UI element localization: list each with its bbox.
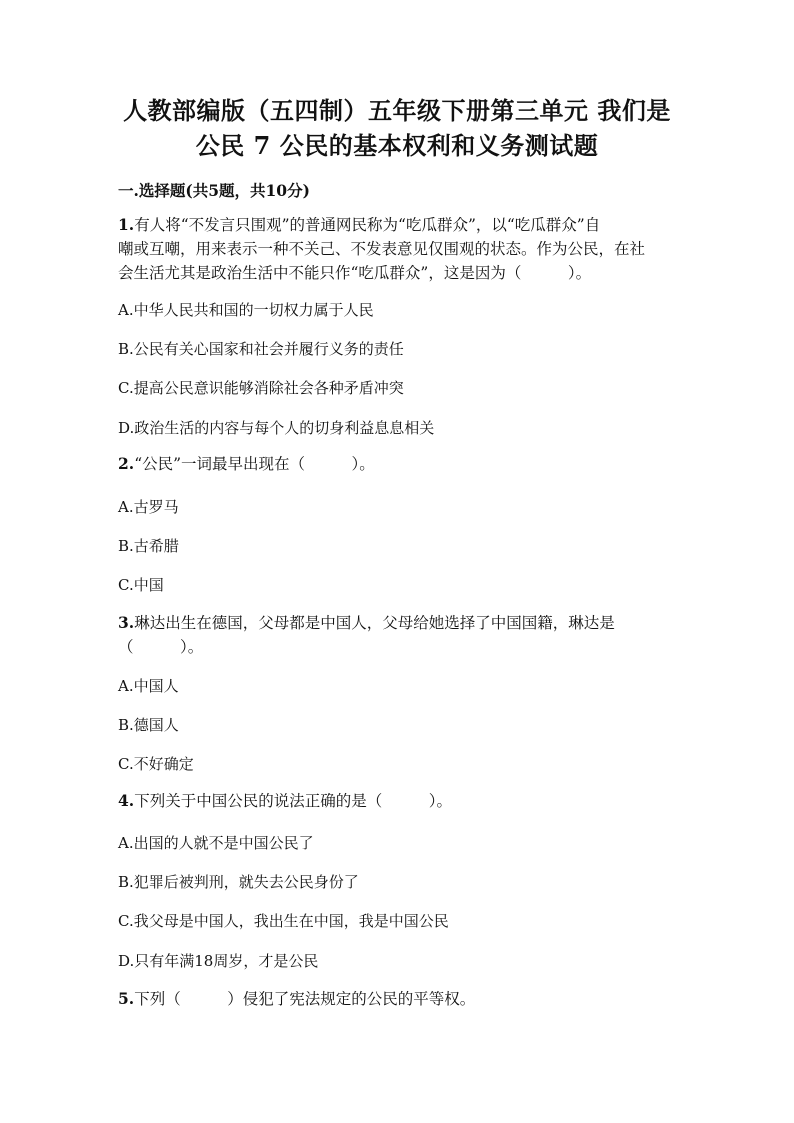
question-1-option-d: D.政治生活的内容与每个人的切身利益息息相关 [118, 419, 435, 437]
question-text: 下列（ ）侵犯了宪法规定的公民的平等权。 [134, 990, 476, 1008]
document-title-line-2: 公民 7 公民的基本权利和义务测试题 [195, 131, 599, 160]
question-5-line-1 [118, 987, 678, 1011]
question-4 [118, 789, 678, 813]
question-text: 琳达出生在德国，父母都是中国人，父母给她选择了中国国籍，琳达是 [134, 614, 615, 632]
question-3-option-a: A.中国人 [118, 677, 179, 695]
question-text: “公民”一词最早出现在（ ）。 [134, 455, 375, 473]
question-1-line-2: 嘲或互嘲，用来表示一种不关己、不发表意见仅围观的状态。作为公民，在社 [118, 240, 646, 258]
question-1-option-b: B.公民有关心国家和社会并履行义务的责任 [118, 340, 404, 358]
question-2 [118, 452, 678, 476]
question-number: 5. [118, 989, 135, 1008]
question-4-option-a: A.出国的人就不是中国公民了 [118, 834, 314, 852]
question-4-option-c: C.我父母是中国人，我出生在中国，我是中国公民 [118, 912, 449, 930]
question-4-option-d: D.只有年满18周岁，才是公民 [118, 952, 319, 970]
question-2-option-a: A.古罗马 [118, 498, 179, 516]
question-3-line-2: （ ）。 [118, 638, 204, 656]
question-text: 有人将“不发言只围观”的普通网民称为“吃瓜群众”，以“吃瓜群众”自 [134, 216, 601, 234]
question-4-line-1 [118, 789, 678, 813]
question-number: 1. [118, 215, 135, 234]
question-number: 2. [118, 454, 135, 473]
question-2-option-b: B.古希腊 [118, 537, 179, 555]
question-1-option-c: C.提高公民意识能够消除社会各种矛盾冲突 [118, 379, 404, 397]
question-2-line-1 [118, 452, 678, 476]
question-4-option-b: B.犯罪后被判刑，就失去公民身份了 [118, 873, 359, 891]
question-1-line-3: 会生活尤其是政治生活中不能只作“吃瓜群众”，这是因为（ ）。 [118, 264, 592, 282]
question-number: 3. [118, 613, 135, 632]
question-number: 4. [118, 791, 135, 810]
question-2-option-c: C.中国 [118, 576, 164, 594]
question-3 [118, 611, 678, 659]
question-3-option-c: C.不好确定 [118, 755, 194, 773]
question-3-option-b: B.德国人 [118, 716, 179, 734]
section-heading: 一.选择题(共5题，共10分) [118, 181, 310, 200]
question-1-line-1 [118, 213, 678, 237]
question-3-line-1 [118, 611, 678, 635]
question-1-option-a: A.中华人民共和国的一切权力属于人民 [118, 301, 374, 319]
question-1 [118, 213, 678, 285]
question-5 [118, 987, 678, 1011]
document-title-line-1: 人教部编版（五四制）五年级下册第三单元 我们是 [123, 96, 671, 125]
question-text: 下列关于中国公民的说法正确的是（ ）。 [134, 792, 452, 810]
